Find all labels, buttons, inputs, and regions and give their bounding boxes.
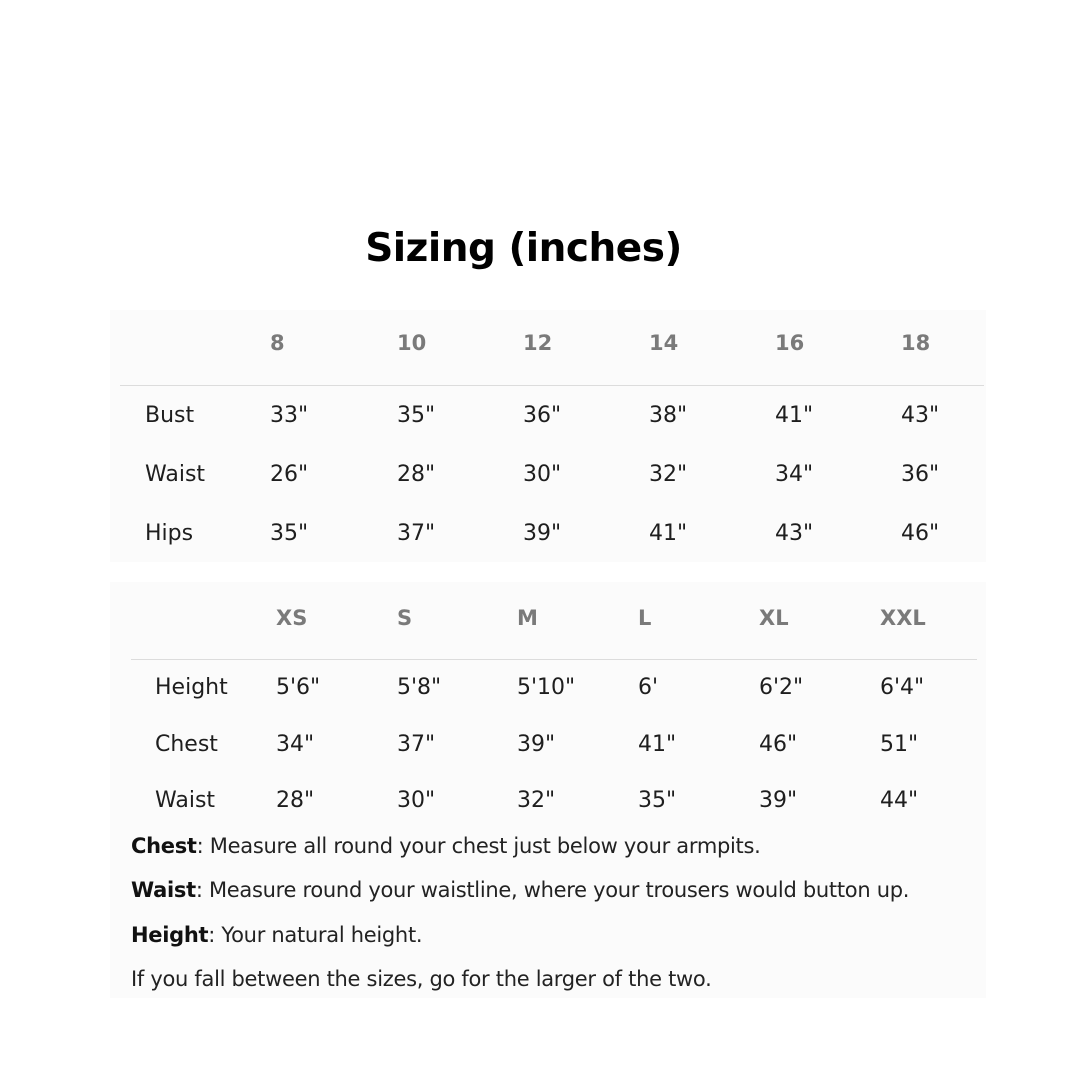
note-term: Chest — [131, 834, 197, 858]
table-cell: 6'4" — [880, 675, 925, 700]
size-header-m: M — [517, 606, 538, 630]
row-label-height: Height — [155, 675, 228, 700]
header-divider — [120, 385, 984, 386]
size-header-12: 12 — [523, 331, 553, 355]
table-cell: 51" — [880, 732, 919, 757]
size-header-18: 18 — [901, 331, 931, 355]
table-cell: 35" — [638, 788, 677, 813]
table-cell: 41" — [638, 732, 677, 757]
table-cell: 39" — [759, 788, 798, 813]
table-cell: 37" — [397, 732, 436, 757]
table-cell: 6' — [638, 675, 659, 700]
size-header-8: 8 — [270, 331, 285, 355]
table-cell: 39" — [523, 521, 562, 546]
table-cell: 38" — [649, 403, 688, 428]
page-title: Sizing (inches) — [365, 226, 682, 271]
size-header-l: L — [638, 606, 652, 630]
table-cell: 32" — [517, 788, 556, 813]
header-divider — [131, 659, 977, 660]
note-size-advice — [131, 969, 711, 990]
table-cell: 43" — [901, 403, 940, 428]
table-cell: 34" — [276, 732, 315, 757]
table-cell: 30" — [523, 462, 562, 487]
size-header-xxl: XXL — [880, 606, 926, 630]
note-text: If you fall between the sizes, go for the larger of the two. — [131, 967, 712, 991]
table-cell: 6'2" — [759, 675, 804, 700]
size-header-16: 16 — [775, 331, 805, 355]
size-header-10: 10 — [397, 331, 427, 355]
table-cell: 43" — [775, 521, 814, 546]
table-cell: 26" — [270, 462, 309, 487]
note-waist — [131, 880, 909, 901]
table-cell: 5'10" — [517, 675, 576, 700]
size-header-14: 14 — [649, 331, 679, 355]
table-cell: 5'6" — [276, 675, 321, 700]
size-header-s: S — [397, 606, 413, 630]
size-header-xs: XS — [276, 606, 308, 630]
row-label-waist: Waist — [145, 462, 206, 487]
table-cell: 5'8" — [397, 675, 442, 700]
row-label-waist: Waist — [155, 788, 216, 813]
row-label-bust: Bust — [145, 403, 195, 428]
note-term: Height — [131, 923, 209, 947]
size-header-xl: XL — [759, 606, 789, 630]
table-cell: 37" — [397, 521, 436, 546]
row-label-chest: Chest — [155, 732, 218, 757]
note-text: : Measure round your waistline, where your trousers would button up. — [195, 878, 910, 902]
table-cell: 46" — [759, 732, 798, 757]
note-height — [131, 925, 422, 946]
table-cell: 35" — [270, 521, 309, 546]
note-term: Waist — [131, 878, 196, 902]
table-cell: 36" — [523, 403, 562, 428]
table-cell: 36" — [901, 462, 940, 487]
table-cell: 44" — [880, 788, 919, 813]
table-cell: 28" — [276, 788, 315, 813]
table-cell: 35" — [397, 403, 436, 428]
row-label-hips: Hips — [145, 521, 194, 546]
note-text: : Measure all round your chest just below your armpits. — [196, 834, 761, 858]
table-cell: 33" — [270, 403, 309, 428]
table-cell: 41" — [775, 403, 814, 428]
note-chest — [131, 836, 761, 857]
table-cell: 46" — [901, 521, 940, 546]
note-text: : Your natural height. — [208, 923, 423, 947]
table-cell: 34" — [775, 462, 814, 487]
table-cell: 41" — [649, 521, 688, 546]
table-cell: 28" — [397, 462, 436, 487]
table-cell: 30" — [397, 788, 436, 813]
table-cell: 39" — [517, 732, 556, 757]
table-cell: 32" — [649, 462, 688, 487]
